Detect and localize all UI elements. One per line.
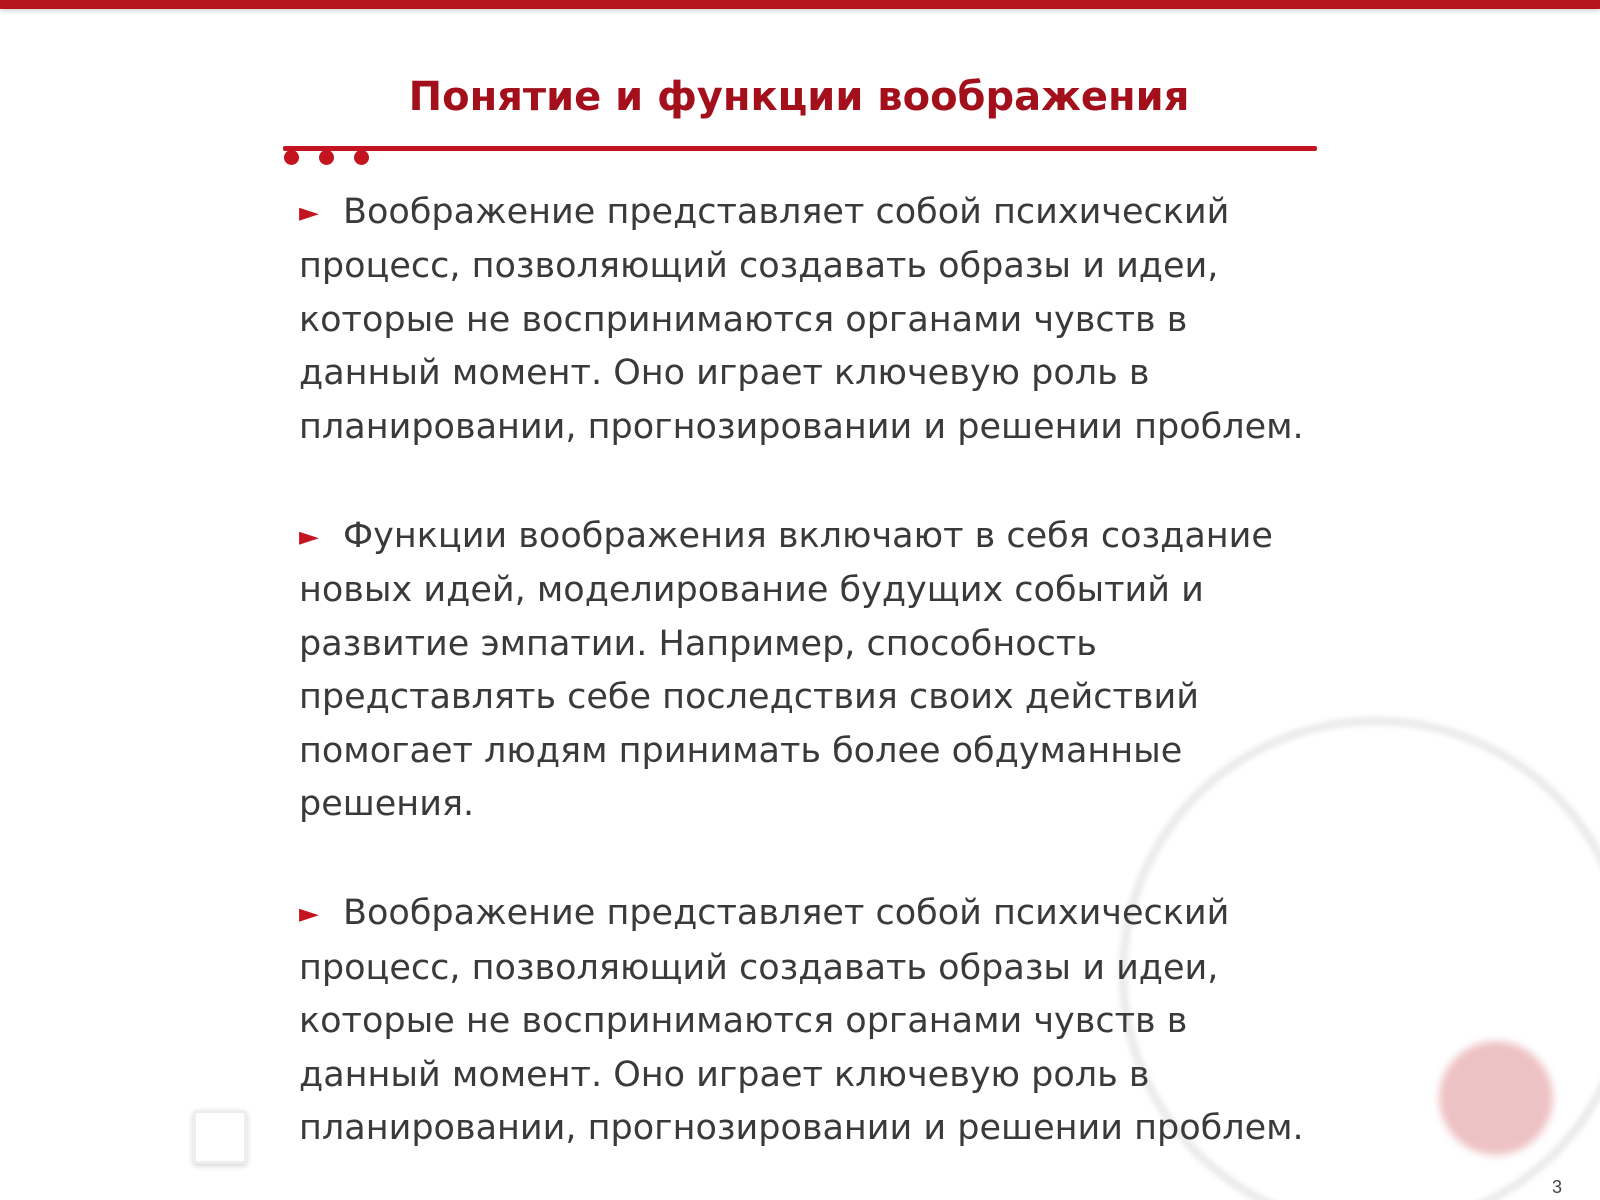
triangle-right-icon: ► xyxy=(299,522,319,553)
bullet-text: Воображение представляет собой психический процесс, позволяющий создавать образы и идеи, которые не воспринимаются органами чувств в данный момент. Оно играет ключевую роль в планировании, прогнозировании и решении проблем. xyxy=(299,893,1304,1149)
page-number: 3 xyxy=(1552,1177,1563,1197)
decor-dot xyxy=(284,150,299,165)
bullet-text: Воображение представляет собой психический процесс, позволяющий создавать образы и идеи, которые не воспринимаются органами чувств в данный момент. Оно играет ключевую роль в планировании, прогнозировании и решении проблем. xyxy=(299,192,1304,447)
bullet-item xyxy=(299,186,1319,454)
bullet-list xyxy=(299,186,1319,1200)
decor-dot xyxy=(319,150,334,165)
checkbox-square[interactable] xyxy=(193,1110,247,1164)
triangle-right-icon: ► xyxy=(299,899,319,930)
triangle-right-icon: ► xyxy=(299,198,319,228)
slide-title: Понятие и функции воображения xyxy=(408,74,1190,120)
bullet-item xyxy=(299,887,1319,1155)
pink-decor-circle xyxy=(1439,1041,1553,1155)
bullet-item xyxy=(299,510,1319,831)
decor-dot xyxy=(354,150,369,165)
title-underline xyxy=(283,146,1317,151)
bullet-text: Функции воображения включают в себя создание новых идей, моделирование будущих событий и развитие эмпатии. Например, способность представлять себе последствия своих действий помогает людям принимать более обдуманные решения. xyxy=(299,516,1273,825)
